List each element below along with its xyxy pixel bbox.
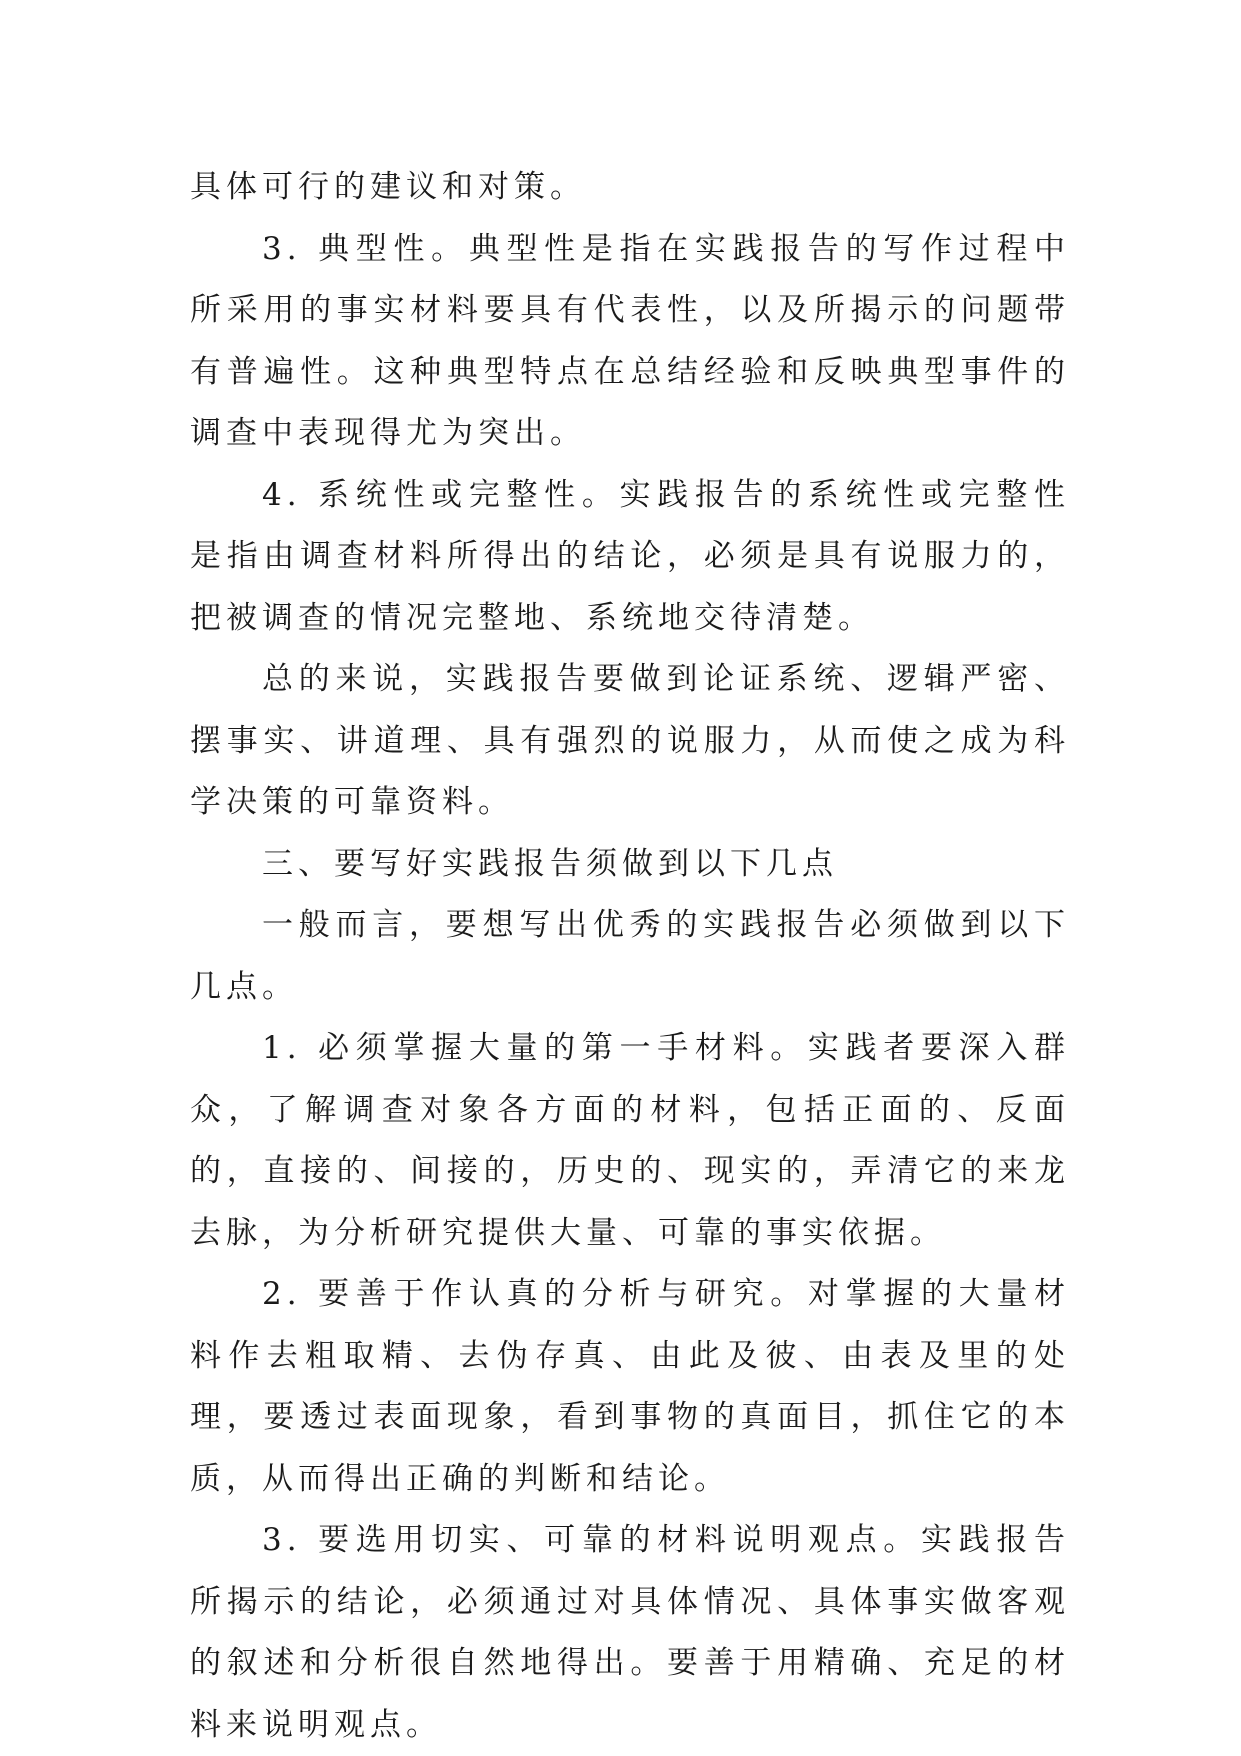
- paragraph-point-3: 3. 要选用切实、可靠的材料说明观点。实践报告所揭示的结论，必须通过对具体情况、具体事实做客观的叙述和分析很自然地得出。要善于用精确、充足的材料来说明观点。: [190, 1522, 1070, 1743]
- paragraph-systematic: 4. 系统性或完整性。实践报告的系统性或完整性是指由调查材料所得出的结论，必须是具有说服力的，把被调查的情况完整地、系统地交待清楚。: [190, 476, 1070, 636]
- paragraph-typicality: 3. 典型性。典型性是指在实践报告的写作过程中所采用的事实材料要具有代表性，以及所揭示的问题带有普遍性。这种典型特点在总结经验和反映典型事件的调查中表现得尤为突出。: [190, 230, 1070, 451]
- paragraph-intro: 一般而言，要想写出优秀的实践报告必须做到以下几点。: [190, 907, 1070, 1005]
- document-body: [190, 157, 1070, 1756]
- paragraph-summary: 总的来说，实践报告要做到论证系统、逻辑严密、摆事实、讲道理、具有强烈的说服力，从而使之成为科学决策的可靠资料。: [190, 661, 1070, 820]
- paragraph-continuation: 具体可行的建议和对策。: [190, 169, 586, 205]
- paragraph-point-1: 1. 必须掌握大量的第一手材料。实践者要深入群众，了解调查对象各方面的材料，包括正面的、反面的，直接的、间接的，历史的、现实的，弄清它的来龙去脉，为分析研究提供大量、可靠的事实依据。: [190, 1030, 1070, 1251]
- section-heading: 三、要写好实践报告须做到以下几点: [262, 845, 838, 882]
- paragraph-point-2: 2. 要善于作认真的分析与研究。对掌握的大量材料作去粗取精、去伪存真、由此及彼、由表及里的处理，要透过表面现象，看到事物的真面目，抓住它的本质，从而得出正确的判断和结论。: [190, 1276, 1070, 1497]
